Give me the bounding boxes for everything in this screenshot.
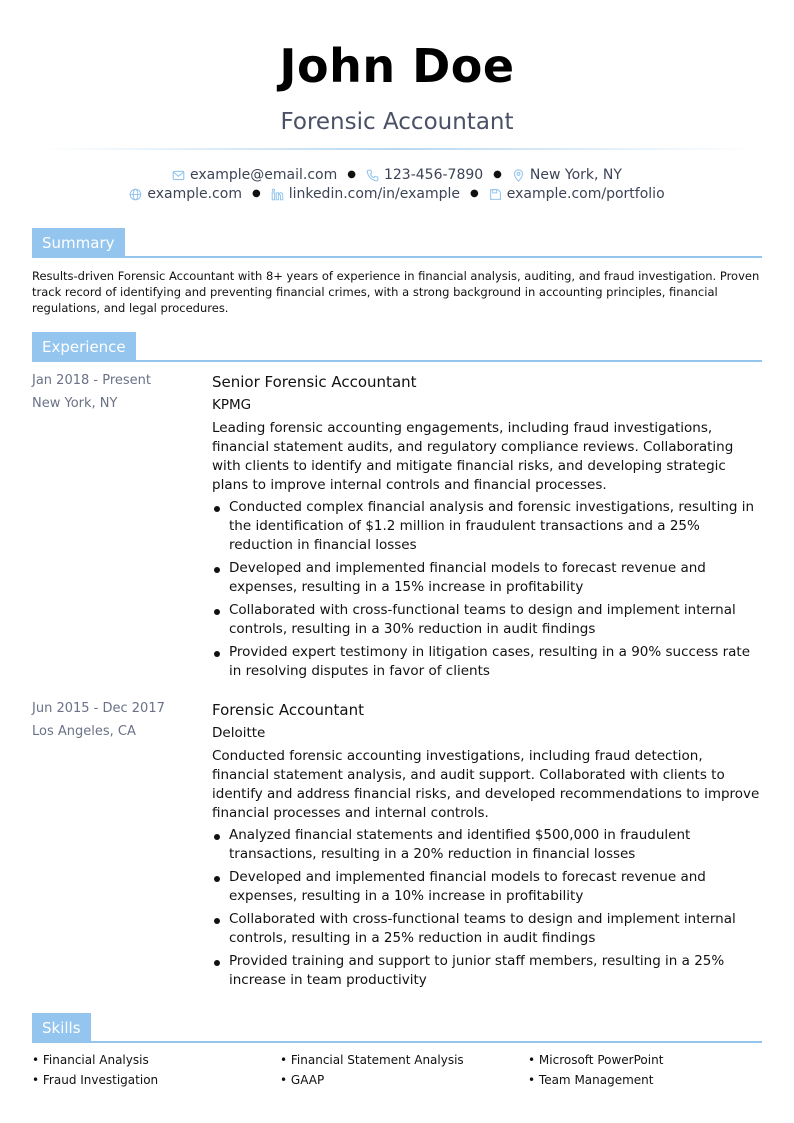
experience-location: Los Angeles, CA [32,724,136,739]
portfolio-icon [489,188,502,201]
achievement-item: Conducted complex financial analysis and forensic investigations, resulting in the identification of $1.2 million in fraudulent transactions and a 25% reduction in financial losses [212,498,763,555]
experience-body [212,699,763,994]
location-text: New York, NY [529,167,622,183]
achievement-list [212,498,763,681]
globe-icon [129,188,142,201]
achievement-item: Collaborated with cross-functional teams to design and implement internal controls, resulting in a 30% reduction in audit findings [212,601,763,639]
experience-dates: Jun 2015 - Dec 2017 [32,701,165,716]
achievement-item: Developed and implemented financial models to forecast revenue and expenses, resulting in a 10% increase in profitability [212,868,763,906]
skills-grid [32,1052,762,1088]
skill-item: • Fraud Investigation [32,1072,280,1088]
experience-description: Conducted forensic accounting investigations, including fraud detection, financial statement analysis, and audit support. Collaborated with clients to identify and address financial risks, and developed recommendations to improve financial processes and internal controls. [212,748,760,821]
skill-item: • Financial Analysis [32,1052,280,1068]
experience-company: Deloitte [212,725,266,741]
experience-meta [32,699,202,745]
experience-body [212,371,763,685]
achievement-item: Collaborated with cross-functional teams to design and implement internal controls, resulting in a 25% reduction in audit findings [212,910,763,948]
experience-role: Forensic Accountant [212,701,364,719]
separator-dot: ● [347,169,356,180]
contact-email[interactable] [172,165,337,185]
contact-linkedin[interactable] [271,184,460,204]
contact-line-1 [0,165,794,185]
contact-portfolio[interactable] [489,184,665,204]
section-divider [32,256,762,258]
section-divider [32,360,762,362]
contact-line-2 [0,184,794,204]
separator-dot: ● [470,188,479,199]
achievement-item: Developed and implemented financial models to forecast revenue and expenses, resulting in a 15% increase in profitability [212,559,763,597]
contact-phone[interactable] [366,165,483,185]
mail-icon [172,169,185,182]
achievement-item: Analyzed financial statements and identified $500,000 in fraudulent transactions, resulting in a 20% reduction in financial losses [212,826,763,864]
candidate-name: John Doe [279,39,515,93]
skill-item: • Financial Statement Analysis [280,1052,528,1068]
skills-section-header [32,1013,762,1043]
skill-item: • Team Management [528,1072,762,1088]
portfolio-text: example.com/portfolio [506,186,665,202]
achievement-list [212,826,763,990]
location-pin-icon [512,169,525,182]
job-title: Forensic Accountant [280,109,514,135]
experience-location: New York, NY [32,396,118,411]
linkedin-icon [271,188,284,201]
linkedin-text: linkedin.com/in/example [288,186,461,202]
summary-section-header [32,228,762,258]
header-divider [40,148,754,150]
section-title-experience: Experience [32,332,136,362]
experience-dates: Jan 2018 - Present [32,373,151,388]
section-title-summary: Summary [32,228,125,258]
experience-section-header [32,332,762,362]
achievement-item: Provided training and support to junior staff members, resulting in a 25% increase in team productivity [212,952,763,990]
phone-icon [366,169,379,182]
skill-item: • GAAP [280,1072,528,1088]
experience-meta [32,371,202,417]
experience-company: KPMG [212,397,252,413]
section-title-skills: Skills [32,1013,91,1043]
separator-dot: ● [493,169,502,180]
separator-dot: ● [251,188,261,199]
contact-location [512,165,622,185]
summary-text: Results-driven Forensic Accountant with 8+ years of experience in financial analysis, auditing, and fraud investigation. Proven track record of identifying and preventing financial crimes, with a strong background in accounting principles, financial regulations, and legal procedures. [32,269,760,315]
skill-item: • Microsoft PowerPoint [528,1052,762,1068]
website-text: example.com [147,186,242,202]
phone-text: 123-456-7890 [383,167,484,183]
achievement-item: Provided expert testimony in litigation cases, resulting in a 90% success rate in resolving disputes in favor of clients [212,643,763,681]
experience-description: Leading forensic accounting engagements, including fraud investigations, financial statement audits, and regulatory compliance reviews. Collaborating with clients to identify and mitigate financial risks, and developing strategic plans to improve internal controls and financial processes. [212,420,734,493]
experience-role: Senior Forensic Accountant [212,373,417,391]
contact-website[interactable] [129,184,242,204]
email-text: example@email.com [190,167,338,183]
section-divider [32,1041,762,1043]
